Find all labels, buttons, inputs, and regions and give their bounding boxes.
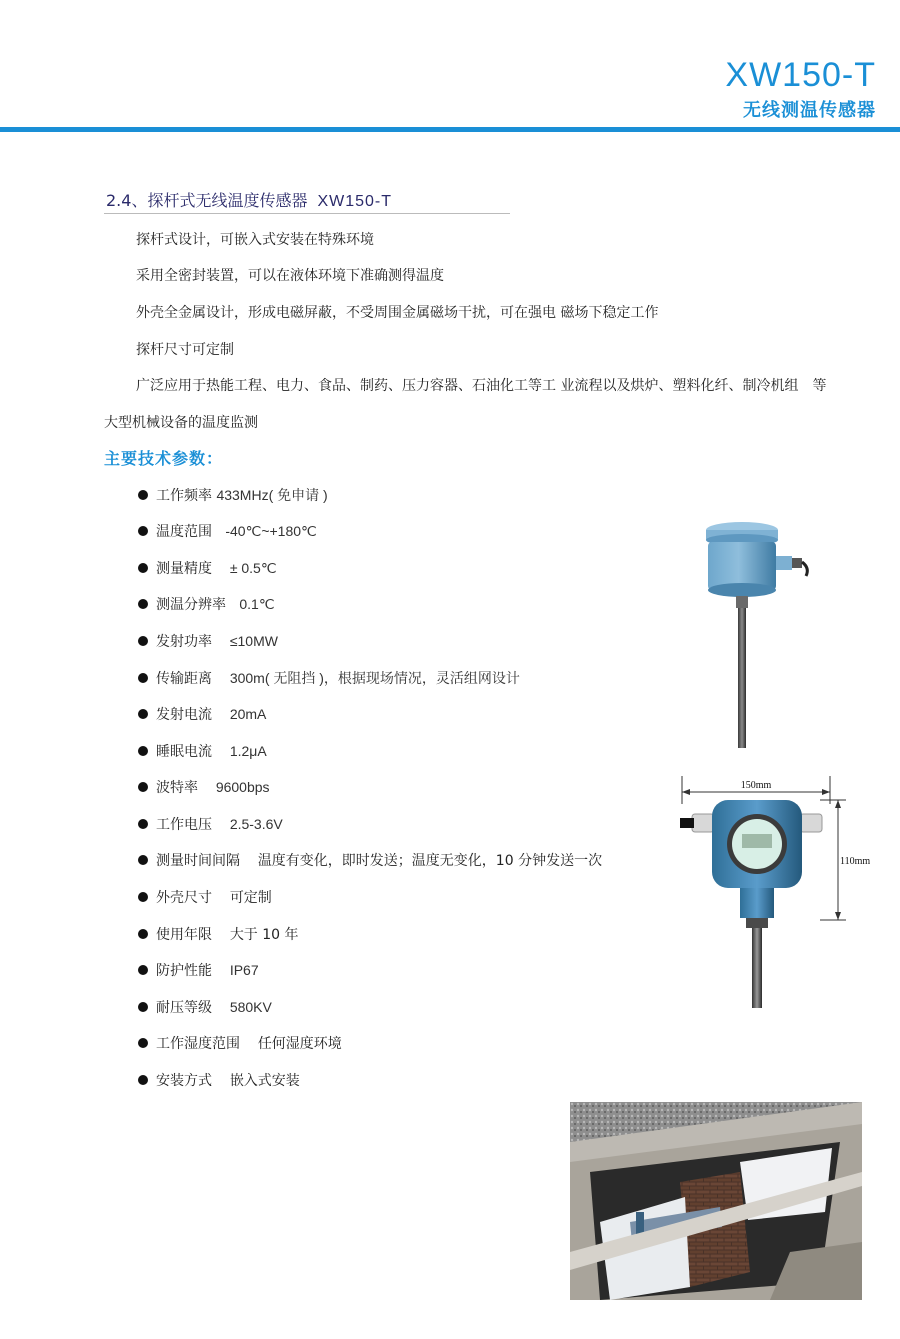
param-label: 工作电压 xyxy=(156,817,212,833)
param-item xyxy=(138,960,259,980)
bullet-icon xyxy=(138,599,148,609)
param-label: 工作频率 xyxy=(156,488,212,504)
param-label: 工作湿度范围 xyxy=(156,1036,240,1052)
width-dimension-label: 150mm xyxy=(740,780,772,791)
param-item xyxy=(138,850,602,870)
section-title-text: 2.4、探杆式无线温度传感器 xyxy=(106,191,308,210)
param-item xyxy=(138,924,299,944)
bullet-icon xyxy=(138,673,148,683)
param-value: 300m( 无阻挡 )，根据现场情况，灵活组网设计 xyxy=(229,670,520,686)
param-label: 睡眠电流 xyxy=(156,744,212,760)
param-value: IP67 xyxy=(229,962,259,978)
param-value: 2.5-3.6V xyxy=(229,816,283,832)
feature-line: 广泛应用于热能工程、电力、食品、制药、压力容器、石油化工等工 业流程以及烘炉、塑料化纤、制冷机组 等 xyxy=(136,378,827,394)
installation-photo xyxy=(570,1102,862,1300)
param-value: ≤10MW xyxy=(229,633,278,649)
bullet-icon xyxy=(138,965,148,975)
bullet-icon xyxy=(138,563,148,573)
bullet-icon xyxy=(138,1002,148,1012)
bullet-icon xyxy=(138,892,148,902)
param-item xyxy=(138,485,328,505)
feature-line-continued: 大型机械设备的温度监测 xyxy=(104,415,258,431)
param-label: 传输距离 xyxy=(156,671,212,687)
param-item xyxy=(138,1070,300,1090)
param-label: 使用年限 xyxy=(156,927,212,943)
feature-line: 外壳全金属设计，形成电磁屏蔽，不受周围金属磁场干扰，可在强电 磁场下稳定工作 xyxy=(136,305,659,321)
param-value: 任何湿度环境 xyxy=(257,1036,342,1052)
header-divider xyxy=(0,127,900,132)
bullet-icon xyxy=(138,526,148,536)
param-value: 嵌入式安装 xyxy=(229,1073,300,1089)
param-item xyxy=(138,668,520,688)
param-item xyxy=(138,887,272,907)
param-value: -40℃~+180℃ xyxy=(225,522,317,539)
param-label: 发射电流 xyxy=(156,707,212,723)
feature-line: 探杆尺寸可定制 xyxy=(136,342,234,358)
param-value: 大于 10 年 xyxy=(229,927,299,943)
param-value: 20mA xyxy=(229,706,267,722)
bullet-icon xyxy=(138,782,148,792)
param-label: 测温分辨率 xyxy=(156,597,226,613)
bullet-icon xyxy=(138,709,148,719)
param-value: 9600bps xyxy=(215,779,270,795)
param-item xyxy=(138,1033,342,1053)
param-value: 580KV xyxy=(229,999,272,1015)
bullet-icon xyxy=(138,855,148,865)
bullet-icon xyxy=(138,1038,148,1048)
feature-line: 采用全密封装置，可以在液体环境下准确测得温度 xyxy=(136,268,444,284)
feature-line: 探杆式设计，可嵌入式安装在特殊环境 xyxy=(136,232,374,248)
param-item xyxy=(138,521,317,541)
transmitter-dimension-image xyxy=(670,770,880,1015)
bullet-icon xyxy=(138,819,148,829)
section-title xyxy=(106,188,392,211)
param-label: 外壳尺寸 xyxy=(156,890,212,906)
param-label: 安装方式 xyxy=(156,1073,212,1089)
param-label: 发射功率 xyxy=(156,634,212,650)
bullet-icon xyxy=(138,929,148,939)
product-subtitle: 无线测温传感器 xyxy=(743,100,876,121)
param-value: ± 0.5℃ xyxy=(229,559,277,576)
bullet-icon xyxy=(138,1075,148,1085)
param-item xyxy=(138,741,267,761)
param-value: 温度有变化，即时发送；温度无变化，10 分钟发送一次 xyxy=(257,853,603,869)
section-model-code: XW150-T xyxy=(317,193,393,210)
param-item xyxy=(138,777,270,797)
probe-sensor-image xyxy=(696,518,816,754)
param-label: 波特率 xyxy=(156,780,198,796)
params-heading: 主要技术参数： xyxy=(104,449,224,468)
param-value: 可定制 xyxy=(229,890,272,906)
param-item xyxy=(138,631,278,651)
param-value: 433MHz( 免申请 ) xyxy=(216,487,328,503)
section-divider xyxy=(104,213,510,214)
param-label: 温度范围 xyxy=(156,524,212,540)
param-item xyxy=(138,704,266,724)
param-item xyxy=(138,997,272,1017)
param-value: 1.2μA xyxy=(229,743,267,759)
bullet-icon xyxy=(138,490,148,500)
height-dimension-label: 110mm xyxy=(840,856,871,867)
param-label: 测量精度 xyxy=(156,561,212,577)
param-item xyxy=(138,814,283,834)
param-label: 防护性能 xyxy=(156,963,212,979)
bullet-icon xyxy=(138,636,148,646)
param-value: 0.1℃ xyxy=(239,595,275,612)
param-label: 耐压等级 xyxy=(156,1000,212,1016)
param-item xyxy=(138,558,277,578)
param-label: 测量时间间隔 xyxy=(156,853,240,869)
model-title: XW150-T xyxy=(725,56,876,94)
bullet-icon xyxy=(138,746,148,756)
param-item xyxy=(138,594,275,614)
